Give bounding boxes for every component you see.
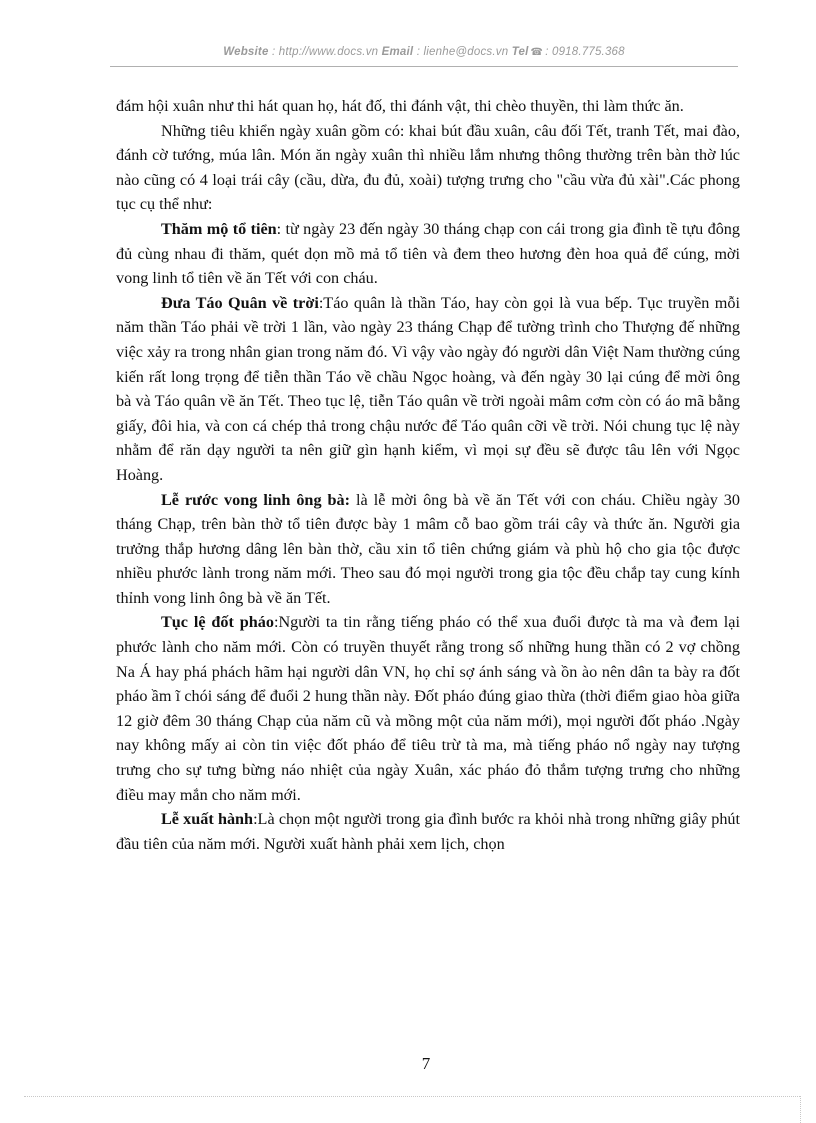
text-xuat-hanh: :Là chọn một người trong gia đình bước ra khỏi nhà trong những giây phút đầu tiên của năm mới. Người xuất hành phải xem lịch, chọn [116,810,741,853]
tel-label: Tel [511,46,529,58]
paragraph-continuation: đám hội xuân như thi hát quan họ, hát đố, thi đánh vật, thi chèo thuyền, thi làm thức ăn. [116,97,684,115]
text-tham-mo: : từ ngày 23 đến ngày 30 tháng chạp con cái trong gia đình tề tựu đông đủ cùng nhau đi thăm, quét dọn mồ mả tổ tiên và đem theo hương đèn hoa quả để cúng, mời vong linh tổ tiên về ăn Tết với con cháu. [116,219,740,288]
text-ruoc-vong-linh: là lễ mời ông bà về ăn Tết với con cháu. Chiều ngày 30 tháng Chạp, trên bàn thờ tổ tiên được bày 1 mâm cỗ bao gồm trái cây và thức ăn. Người gia trưởng thắp hương dâng lên bàn thờ, cầu xin tổ tiên chứng giám và phù hộ cho gia tộc được nhiều phước lành trong năm mới. Theo sau đó mọi người trong gia tộc đều chắp tay cung kính thỉnh vong linh ông bà về ăn Tết. [116,490,740,607]
website-url: : http://www.docs.vn [271,46,379,58]
header-divider [110,66,738,67]
page-header [110,46,738,58]
paragraph-dot-phao [116,610,740,807]
paragraph-tham-mo [116,217,740,291]
heading-tham-mo: Thăm mộ tổ tiên [161,219,277,238]
email-address: : lienhe@docs.vn [416,46,509,58]
heading-ruoc-vong-linh: Lễ rước vong linh ông bà: [161,490,351,509]
text-dot-phao: :Người ta tin rằng tiếng pháo có thể xua đuổi được tà ma và đem lại phước lành cho năm mới. Còn có truyền thuyết rằng trong số những hung thần có 2 vợ chồng Na Á hay phá phách hãm hại người dân VN, họ chỉ sợ ánh sáng và ồn ào nên dân ta bày ra đốt pháo ầm ĩ chói sáng để đuổi 2 hung thần này. Đốt pháo đúng giao thừa (thời điểm giao hòa giữa 12 giờ đêm 30 tháng Chạp của năm cũ và mồng một của năm mới), mọi người đốt pháo .Ngày nay không mấy ai còn tin việc đốt pháo để tiêu trừ tà ma, mà tiếng pháo nổ ngày nay tượng trưng cho sự tưng bừng náo nhiệt của ngày Xuân, xác pháo đỏ thắm tượng trưng cho những điều may mắn cho năm mới. [116,613,740,804]
paragraph-ruoc-vong-linh [116,488,740,611]
page-number: 7 [421,1054,431,1073]
heading-tao-quan: Đưa Táo Quân về trời [161,293,319,312]
email-label: Email [381,46,414,58]
tel-number: : 0918.775.368 [545,46,625,58]
paragraph-tao-quan [116,291,740,488]
footer-dotted-border [24,1096,800,1097]
heading-xuat-hanh: Lễ xuất hành [161,810,254,829]
footer-dotted-border-vertical [800,1096,801,1123]
phone-icon: ☎ [530,47,544,58]
paragraph-xuat-hanh [116,807,740,856]
website-label: Website [223,46,269,58]
document-body [116,94,740,856]
heading-dot-phao: Tục lệ đốt pháo [161,613,274,632]
text-tao-quan: :Táo quân là thần Táo, hay còn gọi là vua bếp. Tục truyền mỗi năm thần Táo phải về trời 1 lần, vào ngày 23 tháng Chạp để tường trình cho Thượng đế những việc xảy ra trong nhân gian trong năm đó. Vì vậy vào ngày đó người dân Việt Nam thường cúng kiến rất long trọng để tiễn thần Táo về chầu Ngọc hoàng, và đến ngày 30 lại cúng để mời ông bà và Táo quân về ăn Tết. Theo tục lệ, tiễn Táo quân về trời ngoài mâm cơm còn có áo mã bằng giấy, đôi hia, và con cá chép thả trong chậu nước để Táo quân cỡi về trời. Nói chung tục lệ này nhằm để răn dạy người ta nên giữ gìn hạnh kiểm, vì mọi sự đều sẽ được tâu lên với Ngọc Hoàng. [116,293,740,484]
paragraph-tieu-khien: Những tiêu khiển ngày xuân gồm có: khai bút đầu xuân, câu đối Tết, tranh Tết, mai đào, đánh cờ tướng, múa lân. Món ăn ngày xuân thì nhiều lắm nhưng thông thường trên bàn thờ lúc nào cũng có 4 loại trái cây (cầu, dừa, đu đủ, xoài) tượng trưng cho "cầu vừa đủ xài".Các phong tục cụ thể như: [116,121,740,214]
